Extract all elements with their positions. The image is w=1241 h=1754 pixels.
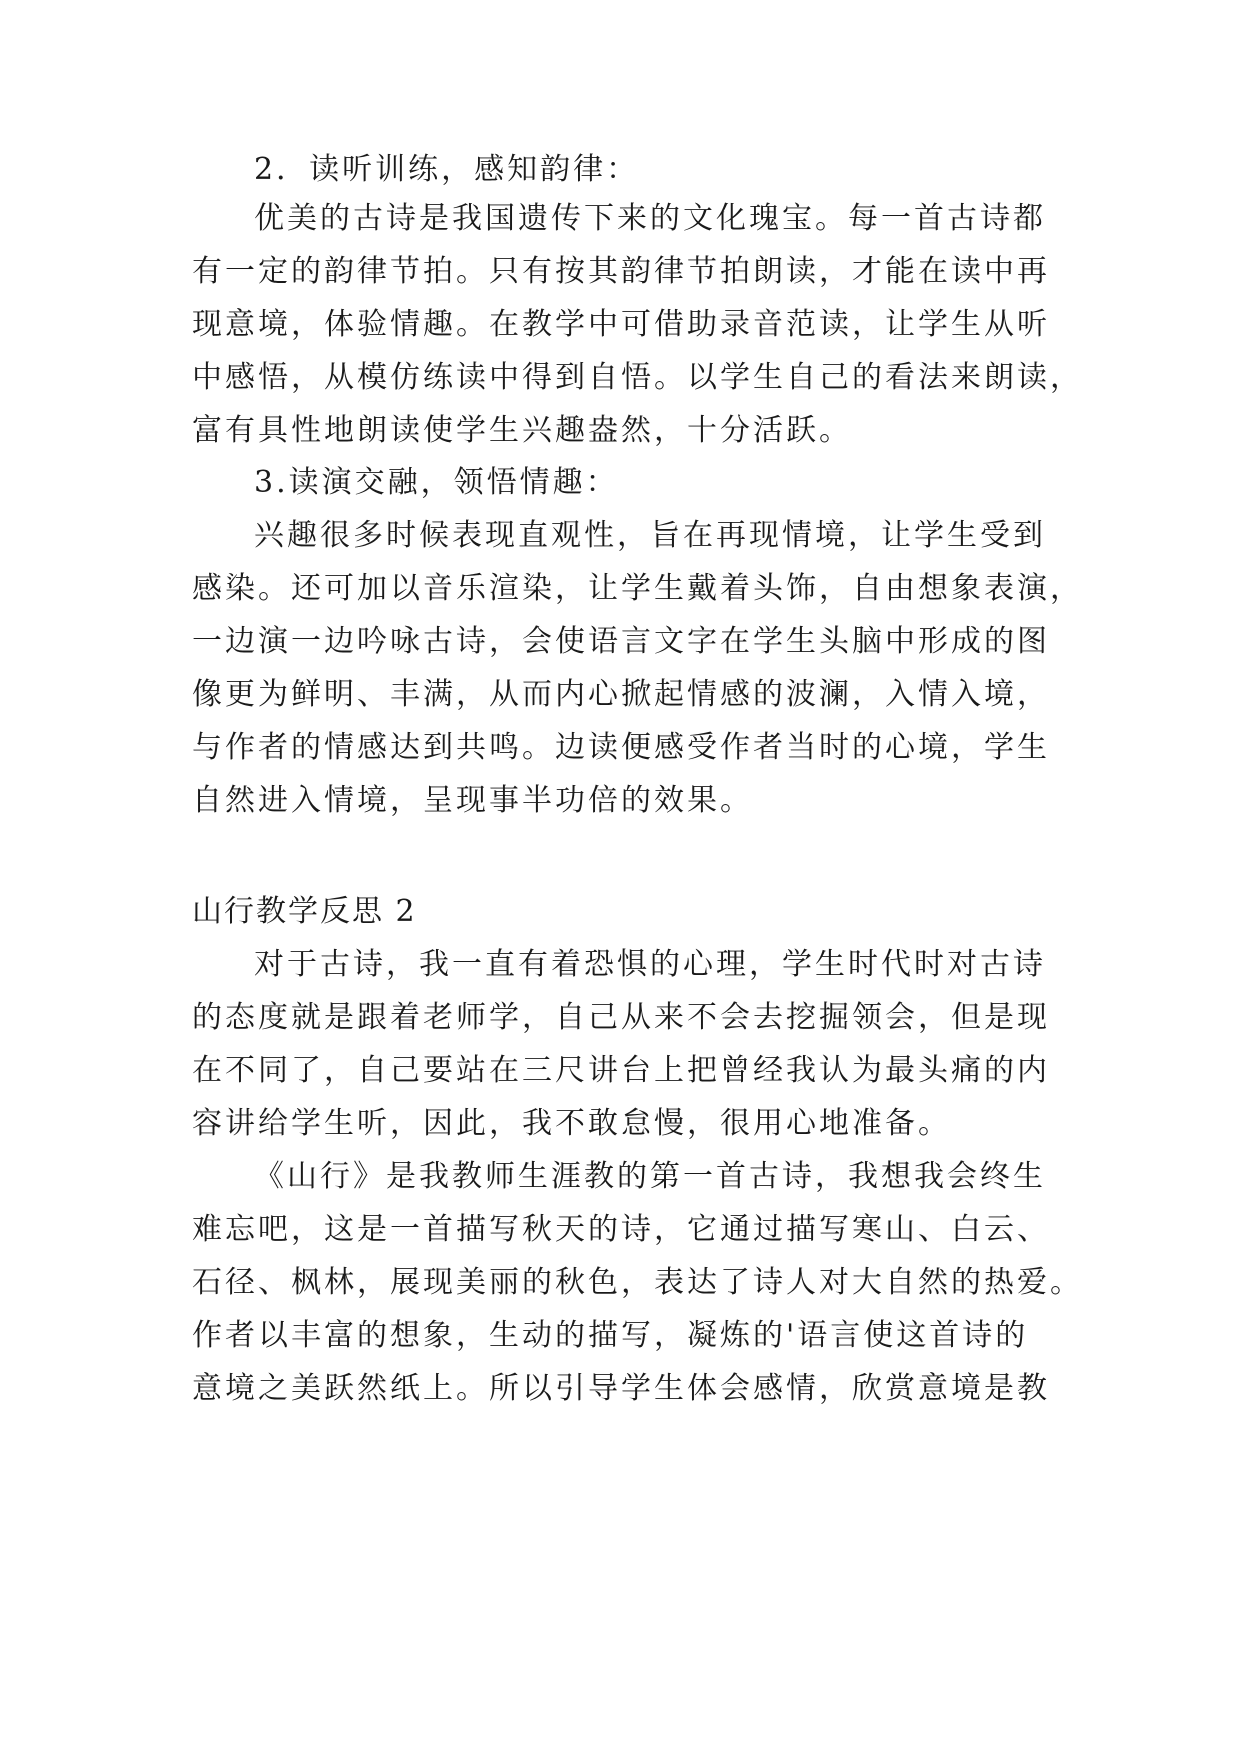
heading-reading-acting: 3.读演交融，领悟情趣： xyxy=(254,465,619,500)
paragraph-line: 有一定的韵律节拍。只有按其韵律节拍朗读，才能在读中再 xyxy=(192,254,1050,289)
paragraph-line: 的态度就是跟着老师学，自己从来不会去挖掘领会，但是现 xyxy=(192,1000,1050,1035)
paragraph-line: 容讲给学生听，因此，我不敢怠慢，很用心地准备。 xyxy=(192,1106,951,1141)
paragraph-line: 一边演一边吟咏古诗，会使语言文字在学生头脑中形成的图 xyxy=(192,624,1050,659)
section-title: 山行教学反思 2 xyxy=(192,894,417,929)
paragraph-line: 难忘吧，这是一首描写秋天的诗，它通过描写寒山、白云、 xyxy=(192,1212,1050,1247)
paragraph-line: 对于古诗，我一直有着恐惧的心理，学生时代时对古诗 xyxy=(254,947,1046,982)
paragraph-line: 兴趣很多时候表现直观性，旨在再现情境，让学生受到 xyxy=(254,518,1046,553)
paragraph-line: 像更为鲜明、丰满，从而内心掀起情感的波澜，入情入境， xyxy=(192,677,1050,712)
paragraph-line: 现意境，体验情趣。在教学中可借助录音范读，让学生从听 xyxy=(192,307,1050,342)
paragraph-line: 感染。还可加以音乐渲染，让学生戴着头饰，自由想象表演， xyxy=(192,571,1083,606)
paragraph-line: 石径、枫林，展现美丽的秋色，表达了诗人对大自然的热爱。 xyxy=(192,1265,1083,1300)
paragraph-line: 与作者的情感达到共鸣。边读便感受作者当时的心境，学生 xyxy=(192,730,1050,765)
paragraph-line: 富有具性地朗读使学生兴趣盎然，十分活跃。 xyxy=(192,413,852,448)
paragraph-line: 《山行》是我教师生涯教的第一首古诗，我想我会终生 xyxy=(254,1159,1046,1194)
heading-reading-listening: 2．读听训练，感知韵律： xyxy=(254,152,640,187)
paragraph-line: 在不同了，自己要站在三尺讲台上把曾经我认为最头痛的内 xyxy=(192,1053,1050,1088)
paragraph-line: 优美的古诗是我国遗传下来的文化瑰宝。每一首古诗都 xyxy=(254,201,1046,236)
paragraph-line: 自然进入情境，呈现事半功倍的效果。 xyxy=(192,783,753,818)
paragraph-line: 作者以丰富的想象，生动的描写，凝炼的'语言使这首诗的 xyxy=(192,1318,1029,1353)
paragraph-line: 意境之美跃然纸上。所以引导学生体会感情，欣赏意境是教 xyxy=(192,1371,1050,1406)
paragraph-line: 中感悟，从模仿练读中得到自悟。以学生自己的看法来朗读， xyxy=(192,360,1083,395)
